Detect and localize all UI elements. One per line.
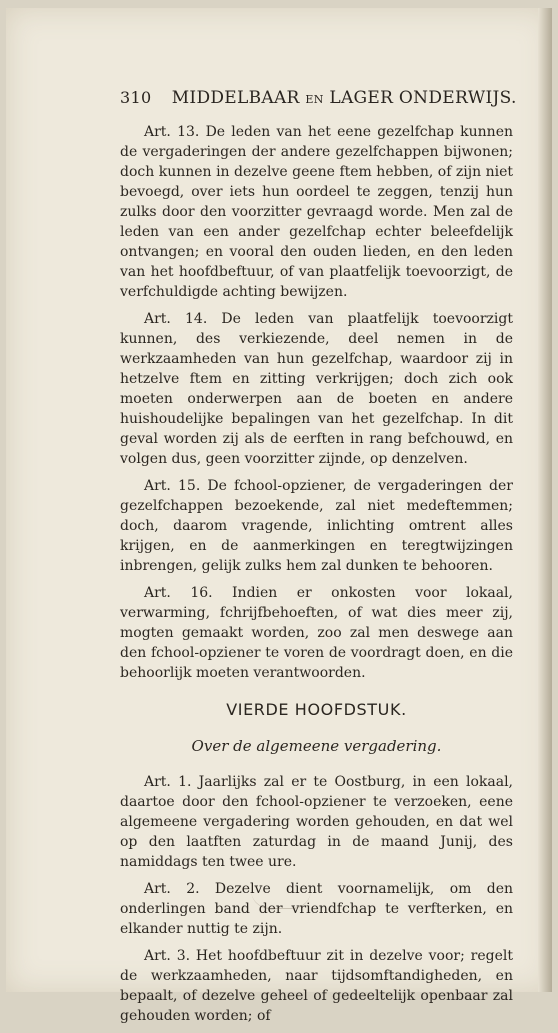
chapter-subtitle: Over de algemeene vergadering.	[191, 737, 442, 755]
chapter-title: VIERDE HOOFDSTUK.	[226, 700, 407, 719]
article-2: Art. 2. Dezelve dient voornamelijk, om den onderlingen band der vriendfchap te verfterken, en elkander nuttig te zijn.	[120, 881, 513, 937]
page-number: 310	[120, 88, 152, 107]
page-gutter	[538, 8, 552, 992]
article-14: Art. 14. De leden van plaatfelijk toevoorzigt kunnen, des verkiezende, deel nemen in de werkzaamheden van hun gezelfchap, waardoor zij in hetzelve ftem en zitting verkrijgen; doch zich ook moeten onderwerpen aan de boeten en andere huishoudelijke bepalingen van het gezelfchap. In dit geval worden zij als de eerften in rang befchouwd, en volgen dus, geen voorzitter zijnde, op denzelven.	[120, 311, 513, 467]
page-body	[120, 122, 513, 1033]
book-page	[6, 8, 552, 1024]
header-title-en: EN	[305, 93, 324, 106]
article-13: Art. 13. De leden van het eene gezelfchap kunnen de vergaderingen der andere gezelfchappen bijwonen; doch kunnen in dezelve geene ftem hebben, of zijn niet bevoegd, over iets hun oordeel te zeggen, tenzij hun zulks door den voorzitter gevraagd worde. Men zal de leden van een ander gezelfchap echter beleefdelijk ontvangen; en vooral den ouden lieden, en den leden van het hoofdbeftuur, of van plaatfelijk toevoorzigt, de verfchuldigde achting bewijzen.	[120, 124, 513, 300]
header-title-part2: LAGER ONDERWIJS.	[329, 88, 517, 108]
article-1: Art. 1. Jaarlijks zal er te Oostburg, in een lokaal, daartoe door den fchool-opziener te verzoeken, eene algemeene vergadering worden gehouden, en dat wel op den laatften zaturdag in de maand Junij, des namiddags ten twee ure.	[120, 774, 513, 870]
article-16: Art. 16. Indien er onkosten voor lokaal, verwarming, fchrijfbehoeften, of wat dies meer zij, mogten gemaakt worden, zoo zal men deswege aan den fchool-opziener te voren de voordragt doen, en die behoorlijk moeten verantwoorden.	[120, 585, 513, 681]
running-header	[120, 88, 517, 108]
article-3: Art. 3. Het hoofdbeftuur zit in dezelve voor; regelt de werkzaamheden, naar tijdsomftandigheden, en bepaalt, of dezelve geheel of gedeeltelijk openbaar zal gehouden worden; of	[120, 948, 513, 1024]
article-15: Art. 15. De fchool-opziener, de vergaderingen der gezelfchappen bezoekende, zal niet medeftemmen; doch, daarom vragende, inlichting omtrent alles krijgen, en de aanmerkingen en teregtwijzingen inbrengen, gelijk zulks hem zal dunken te behooren.	[120, 478, 513, 574]
paper-blemish	[251, 890, 311, 909]
header-title-part1: MIDDELBAAR	[171, 88, 300, 108]
